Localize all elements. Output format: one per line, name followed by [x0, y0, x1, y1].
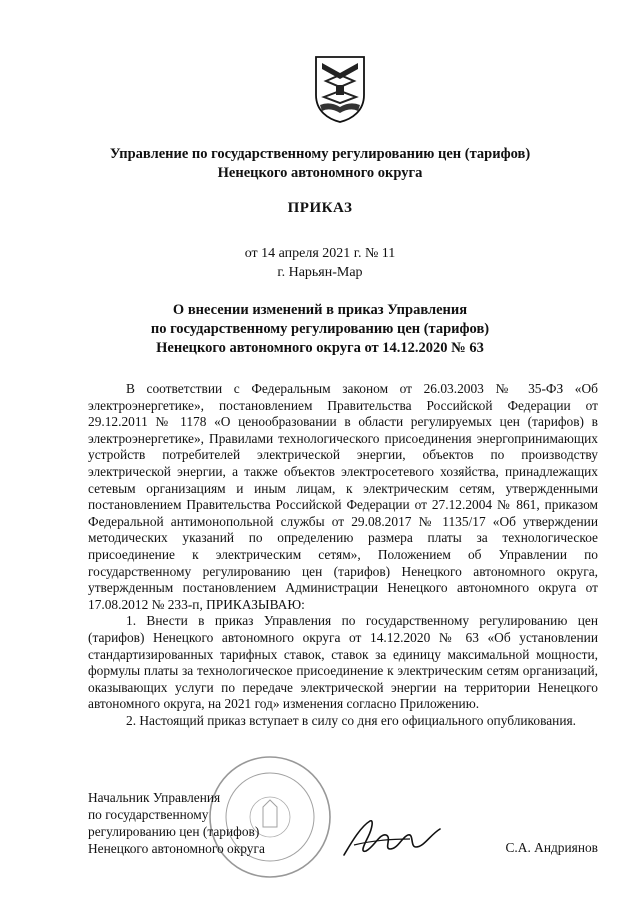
document-subject: [0, 301, 640, 358]
coat-of-arms-emblem: [314, 55, 366, 123]
handwritten-signature: [340, 815, 450, 865]
item-2-paragraph: 2. Настоящий приказ вступает в силу со дня его официального опубликования.: [126, 712, 576, 728]
signatory-title-line-2: по государственному: [88, 807, 209, 822]
subject-line-3: Ненецкого автономного округа от 14.12.2020 № 63: [156, 340, 484, 356]
signatory-name: С.А. Андриянов: [505, 840, 598, 855]
subject-line-1: О внесении изменений в приказ Управления: [172, 302, 468, 318]
organization-line-1: Управление по государственному регулированию цен (тарифов): [109, 146, 531, 162]
document-body: [88, 381, 598, 729]
date-place: [0, 244, 640, 282]
signatory-title-line-4: Ненецкого автономного округа: [88, 841, 265, 856]
item-1-paragraph: 1. Внести в приказ Управления по государственному регулированию цен (тарифов) Ненецкого автономного округа от 14.12.2020 № 63 «Об установлении стандартизированных тарифных ставок, ставок за единицу максимальной мощности, формулы платы за технологическое присоединение к электрическим сетям организаций, оказывающих услуги по передаче электрической энергии на территории Ненецкого автономного округа, на 2021 год» изменения согласно Приложению.: [88, 613, 598, 712]
organization-name: [0, 145, 640, 183]
subject-line-2: по государственному регулированию цен (тарифов): [150, 321, 490, 337]
city: г. Нарьян-Мар: [277, 265, 363, 280]
organization-line-2: Ненецкого автономного округа: [217, 165, 423, 181]
signatory-title-line-1: Начальник Управления: [88, 790, 221, 805]
document-type: ПРИКАЗ: [287, 200, 353, 216]
date-number: от 14 апреля 2021 г. № 11: [244, 246, 396, 261]
preamble-paragraph: В соответствии с Федеральным законом от 26.03.2003 № 35-ФЗ «Об электроэнергетике», постановлением Правительства Российской Федерации от 29.12.2011 № 1178 «О ценообразовании в области регулируемых цен (тарифов) в электроэнергетике», Правилами технологического присоединения энергопринимающих устройств потребителей электрической энергии, объектов по производству электрической энергии, а также объектов электросетевого хозяйства, принадлежащих сетевым организациям и иным лицам, к электрическим сетям, утвержденными постановлением Правительства Российской Федерации от 27.12.2004 № 861, приказом Федеральной антимонопольной службы от 29.08.2017 № 1135/17 «Об утверждении методических указаний по определению размера платы за технологическое присоединение к электрическим сетям», Положением об Управлении по государственному регулированию цен (тарифов) Ненецкого автономного округа, утвержденным постановлением Администрации Ненецкого автономного округа от 17.08.2012 № 233-п, ПРИКАЗЫВАЮ:: [88, 381, 598, 612]
signatory-title: [88, 789, 265, 857]
signatory-title-line-3: регулированию цен (тарифов): [88, 824, 260, 839]
